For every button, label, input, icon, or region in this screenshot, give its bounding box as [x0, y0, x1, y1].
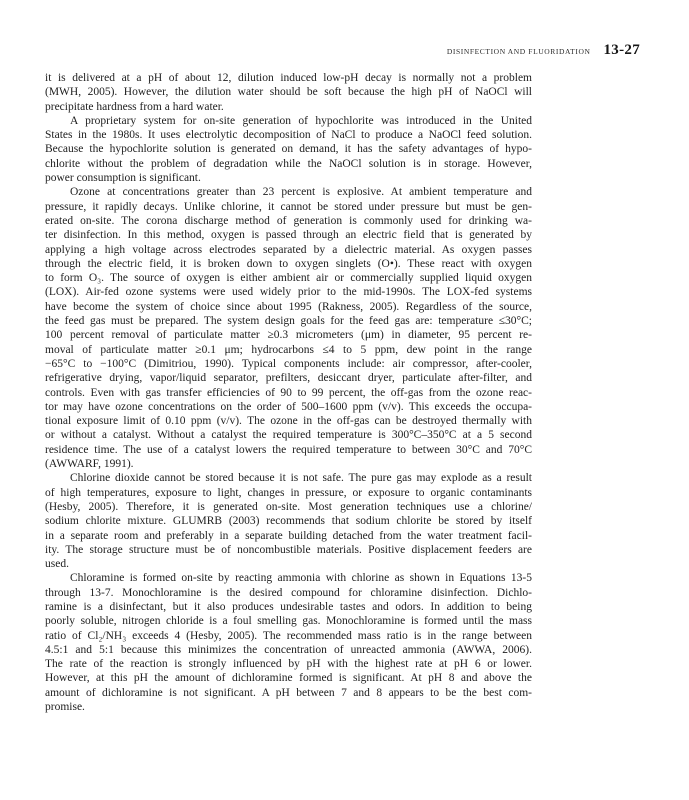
text-line: controls. Even with gas transfer efficiencies of 90 to 99 percent, the off-gas from the ozone reac-	[45, 386, 532, 399]
text-line: amount of dichloramine is not significant. A pH between 7 and 8 appears to be the best com-	[45, 686, 532, 699]
text-line: 4.5:1 and 5:1 because this minimizes the concentration of unreacted ammonia (AWWA, 2006).	[45, 643, 532, 656]
text-line: promise.	[45, 701, 85, 714]
text-line: (LOX). Air-fed ozone systems were used widely prior to the mid-1990s. The LOX-fed systems	[45, 286, 532, 299]
paragraph	[45, 471, 532, 571]
paragraph	[45, 71, 532, 114]
page-header	[447, 42, 640, 59]
text-line: residence time. The use of a catalyst lowers the required temperature to between 30°C and 70°C	[45, 443, 532, 456]
text-line: (Hesby, 2005). Therefore, it is generated on-site. Most generation techniques use a chlorine/	[45, 500, 532, 513]
text-line: 100 percent removal of particulate matter ≥0.3 micrometers (μm) in diameter, 95 percent re-	[45, 329, 532, 342]
running-title: DISINFECTION AND FLUORIDATION	[446, 47, 591, 56]
text-line: it is delivered at a pH of about 12, dilution induced low-pH decay is normally not a problem	[45, 72, 532, 84]
text-line: Because the hypochlorite solution is generated on demand, it has the safety advantages of hypo-	[45, 143, 532, 156]
text-line: sodium chlorite mixture. GLUMRB (2003) recommends that sodium chlorite be stored by itself	[45, 515, 532, 528]
text-line: Ozone at concentrations greater than 23 percent is explosive. At ambient temperature and	[70, 186, 532, 199]
text-line: refrigerative drying, vapor/liquid separator, prefilters, desiccant dryer, particulate after-filter, and	[45, 372, 532, 385]
text-line: However, at this pH the amount of dichloramine formed is significant. At pH 8 and above the	[45, 672, 532, 685]
text-line: States in the 1980s. It uses electrolytic decomposition of NaCl to produce a NaOCl feed solution.	[45, 129, 532, 142]
text-line: to form O₃. The source of oxygen is either ambient air or commercially supplied liquid oxygen	[45, 272, 532, 285]
text-line: Chloramine is formed on-site by reacting ammonia with chlorine as shown in Equations 13-5	[70, 572, 532, 585]
text-line: pressure, it rapidly decays. Unlike chlorine, it cannot be stored under pressure but must be gen-	[45, 200, 532, 213]
text-line: through the electric field, it is broken down to oxygen singlets (O•). These react with oxygen	[45, 257, 532, 270]
text-line: moval of particulate matter ≥0.1 μm; hydrocarbons ≤4 to 5 ppm, dew point in the range	[45, 343, 532, 356]
text-line: ter disinfection. In this method, oxygen is passed through an electric field that is generated by	[45, 229, 532, 242]
body-text-column	[45, 71, 532, 714]
text-line: the feed gas must be prepared. The system design goals for the feed gas are: temperature ≤30°C;	[45, 315, 532, 328]
text-line: applying a high voltage across electrodes separated by a dielectric material. As oxygen passes	[45, 243, 532, 256]
text-line: precipitate hardness from a hard water.	[45, 100, 224, 113]
text-line: of high temperatures, exposure to light, changes in pressure, or exposure to organic contaminants	[45, 486, 532, 499]
text-line: in a separate room and preferably in a separate building detached from the water treatment facil-	[45, 529, 532, 542]
text-line: (MWH, 2005). However, the dilution water should be soft because the high pH of NaOCl will	[45, 86, 532, 99]
text-line: erated on-site. The corona discharge method of generation is commonly used for drinking wa-	[45, 214, 532, 227]
paragraph	[45, 114, 532, 185]
text-line: −65°C to −100°C (Dimitriou, 1990). Typical components include: air compressor, after-cooler,	[45, 357, 532, 370]
text-line: tor may have ozone concentrations on the order of 500–1600 ppm (v/v). This exceeds the occupa-	[45, 400, 532, 413]
text-line: A proprietary system for on-site generation of hypochlorite was introduced in the United	[70, 114, 532, 127]
text-line: or without a catalyst. Without a catalyst the required temperature is 300°C–350°C at a 5 second	[45, 429, 532, 442]
text-line: (AWWARF, 1991).	[45, 458, 134, 471]
text-line: ity. The storage structure must be of noncombustible materials. Positive displacement feeders are	[45, 543, 532, 556]
text-line: power consumption is significant.	[45, 172, 201, 185]
text-line: tional exposure limit of 0.10 ppm (v/v). The ozone in the off-gas can be destroyed thermally with	[45, 415, 532, 428]
text-line: chlorite without the problem of degradation while the NaOCl solution is in storage. However,	[45, 157, 532, 170]
text-line: through 13-7. Monochloramine is the desired compound for chloramine disinfection. Dichlo-	[45, 586, 532, 599]
text-line: used.	[45, 558, 69, 571]
text-line: Chlorine dioxide cannot be stored because it is not safe. The pure gas may explode as a result	[70, 472, 532, 485]
text-line: ramine is a disinfectant, but it also produces undesirable tastes and odors. In addition to being	[45, 600, 532, 613]
text-line: ratio of Cl₂/NH₃ exceeds 4 (Hesby, 2005). The recommended mass ratio is in the range between	[45, 629, 532, 642]
text-line: poorly soluble, nitrogen chloride is a foul smelling gas. Monochloramine is formed until the mass	[45, 615, 532, 628]
paragraph	[45, 185, 532, 471]
text-line: have become the system of choice since about 1995 (Rakness, 2005). Regardless of the source,	[45, 300, 532, 313]
text-line: The rate of the reaction is strongly influenced by pH with the highest rate at pH 6 or lower.	[45, 658, 532, 671]
paragraph	[45, 571, 532, 714]
page-number: 13-27	[603, 42, 640, 58]
